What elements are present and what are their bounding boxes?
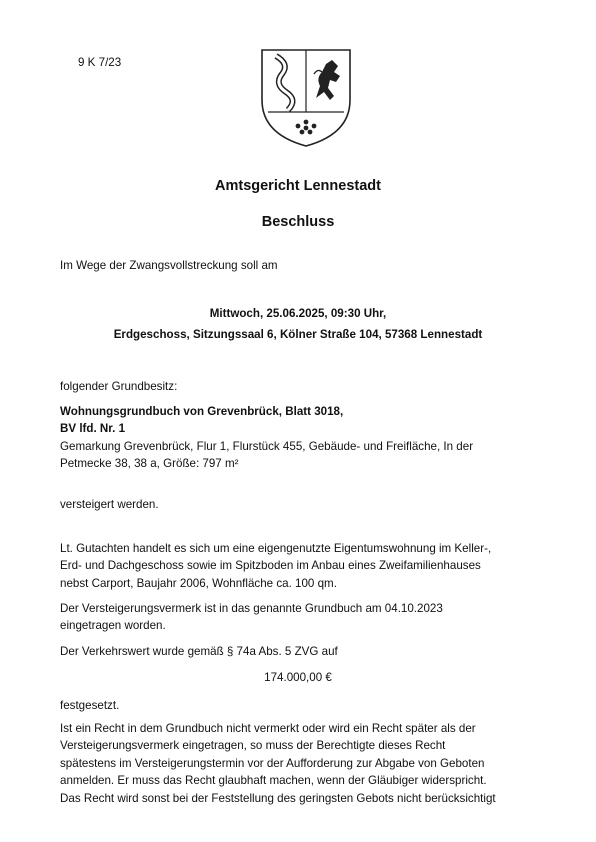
property-bv: BV lfd. Nr. 1 xyxy=(60,422,126,436)
coat-of-arms-icon xyxy=(256,42,356,150)
rights-line: Ist ein Recht in dem Grundbuch nicht vermerkt oder wird ein Recht später als der xyxy=(60,722,476,735)
report-line: Erd- und Dachgeschoss sowie im Spitzboden im Anbau eines Zweifamilienhauses xyxy=(60,559,481,573)
document-type: Beschluss xyxy=(261,214,335,230)
expert-report xyxy=(60,540,540,592)
intro-text: Im Wege der Zwangsvollstreckung soll am xyxy=(60,259,278,272)
registration-note xyxy=(60,600,540,635)
case-number: 9 K 7/23 xyxy=(78,56,122,69)
appointment-date: Mittwoch, 25.06.2025, 09:30 Uhr, xyxy=(209,307,387,320)
registration-line: Der Versteigerungsvermerk ist in das genannte Grundbuch am 04.10.2023 xyxy=(60,602,443,615)
rights-line: Versteigerungsvermerk eingetragen, so muss der Berechtigte dieses Recht xyxy=(60,739,446,753)
rights-line: spätestens im Versteigerungstermin vor der Aufforderung zur Abgabe von Geboten xyxy=(60,756,485,770)
market-value-intro: Der Verkehrswert wurde gemäß § 74a Abs. 5 ZVG auf xyxy=(60,645,338,658)
property-intro: folgender Grundbesitz: xyxy=(60,380,178,393)
property-description-line: Gemarkung Grevenbrück, Flur 1, Flurstück 455, Gebäude- und Freifläche, In der xyxy=(60,439,474,453)
fixed-text: festgesetzt. xyxy=(60,699,120,712)
rights-line: Das Recht wird sonst bei der Feststellung des geringsten Gebots nicht berücksichtigt xyxy=(60,791,496,805)
property-block xyxy=(60,403,540,473)
market-value: 174.000,00 € xyxy=(264,671,332,684)
property-register: Wohnungsgrundbuch von Grevenbrück, Blatt 3018, xyxy=(60,405,344,418)
property-description-line: Petmecke 38, 38 a, Größe: 797 m² xyxy=(60,457,239,471)
registration-line: eingetragen worden. xyxy=(60,619,166,633)
report-line: Lt. Gutachten handelt es sich um eine eigengenutzte Eigentumswohnung im Keller-, xyxy=(60,542,492,555)
rights-paragraph xyxy=(60,720,540,807)
report-line: nebst Carport, Baujahr 2006, Wohnfläche ca. 100 qm. xyxy=(60,576,337,590)
rights-line: anmelden. Er muss das Recht glaubhaft machen, wenn der Gläubiger widerspricht. xyxy=(60,774,487,788)
court-name: Amtsgericht Lennestadt xyxy=(215,178,381,194)
appointment-location: Erdgeschoss, Sitzungssaal 6, Kölner Straße 104, 57368 Lennestadt xyxy=(113,328,483,341)
auction-text: versteigert werden. xyxy=(60,498,159,511)
